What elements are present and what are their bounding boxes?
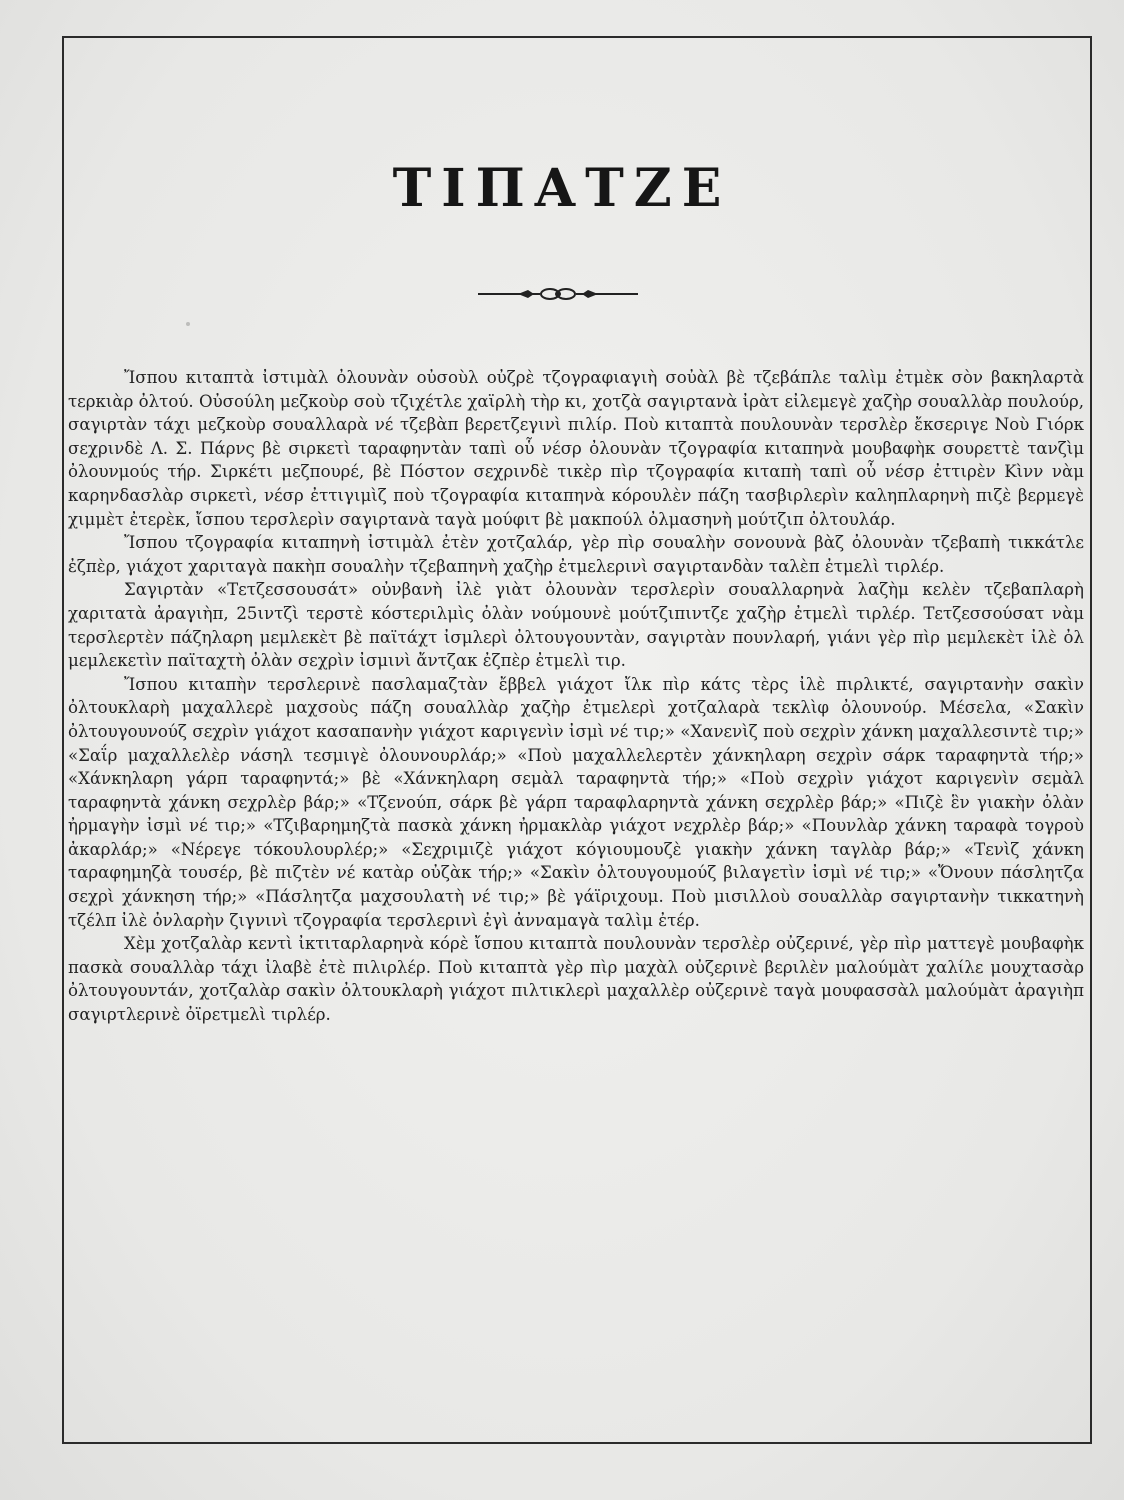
paragraph-4: Ἴσπου κιταπὴν τερσλερινὲ πασλαμαζτὰν ἔββελ γιάχοτ ἴλκ πὶρ κάτς τὲρς ἰλὲ πιρλικτέ, σαγιρτανὴν σακὶν ὀλτουκλαρὴ μαχαλλερὲ μαχσοὺς πάζη σουαλλὰρ χαζὴρ ἐτμελερὶ χοτζαλαρὰ τεκλὶφ ὀλουνούρ. Μέσελα, «Σακὶν ὀλτουγουνούζ σεχρὶν γιάχοτ κασαπανὴν γιάχοτ καριγενὶν ἰσμὶ νέ τιρ;» «Χανενὶζ ποὺ σεχρὶν χάνκη μαχαλλεσιντὲ τιρ;» «Σαΐρ μαχαλλελὲρ νάσηλ τεσμιγὲ ὀλουνουρλάρ;» «Ποὺ μαχαλλελερτὲν χάνκηλαρη σεχρὶν σάρκ ταραφηντὰ τήρ;» «Χάνκηλαρη γάρπ ταραφηντά;» βὲ «Χάνκηλαρη σεμὰλ ταραφηντὰ τήρ;» «Ποὺ σεχρὶν γιάχοτ καριγενὶν σεμὰλ ταραφηντὰ χάνκη σεχρλὲρ βάρ;» «Τζενούπ, σάρκ βὲ γάρπ ταραφλαρηντὰ χάνκη σεχρλὲρ βάρ;» «Πιζὲ ἓν γιακὴν ὀλὰν ἠρμαγὴν ἰσμὶ νέ τιρ;» «Τζιβαρημηζτὰ πασκὰ χάνκη ἠρμακλὰρ γιάχοτ νεχρλὲρ βάρ;» «Πουνλὰρ χάνκη ταραφὰ τογροὺ ἀκαρλάρ;» «Νέρεγε τόκουλουρλέρ;» «Σεχριμιζὲ γιάχοτ κόγιουμουζὲ γιακὴν χάνκη ταγλὰρ βάρ;» «Τενὶζ χάνκη ταραφημηζὰ τουσέρ, βὲ πιζτὲν νέ κατὰρ οὐζὰκ τήρ;» «Σακὶν ὀλτουγουμούζ βιλαγετὶν ἰσμὶ νέ τιρ;» «Ὄνουν πάσλητζα σεχρὶ χάνκηση τήρ;» «Πάσλητζα μαχσουλατὴ νέ τιρ;» βὲ γάϊριχουμ. Ποὺ μισιλλοὺ σουαλλὰρ σαγιρτανὴν τικκατηνὴ τζέλπ ἰλὲ ὀνλαρὴν ζιγνινὶ τζογραφία τερσλερινὶ ἐγὶ ἀνναμαγὰ ταλὶμ ἐτέρ. xyxy=(68,674,1084,930)
page-title: ΤΙΠΑΤΖΕ xyxy=(392,158,732,219)
paragraph-1: Ἴσπου κιταπτὰ ἰστιμὰλ ὀλουνὰν οὐσοὺλ οὐζρὲ τζογραφιαγιὴ σοὐὰλ βὲ τζεβάπλε ταλὶμ ἐτμὲκ σὸν βακηλαρτὰ τερκιὰρ ὀλτού. Οὐσούλη μεζκοὺρ σοὺ τζιχέτλε χαϊρλὴ τὴρ κι, χοτζὰ σαγιρτανὰ ἰρὰτ εἰλεμεγὲ χαζὴρ σουαλλὰρ πουλούρ, σαγιρτὰν τάχι μεζκοὺρ σουαλλαρὰ νέ τζεβὰπ βερετζεγινὶ πιλίρ. Ποὺ κιταπτὰ πουλουνὰν τερσλὲρ ἔκσεριγε Νοὺ Γιόρκ σεχρινδὲ Λ. Σ. Πάρνς βὲ σιρκετὶ ταραφηντὰν ταπὶ οὗ νέσρ ὀλουνὰν τζογραφία κιταπηνὰ μουβαφὴκ σουρεττὲ τανζὶμ ὀλουνμούς τήρ. Σιρκέτι μεζπουρέ, βὲ Πόστον σεχρινδὲ τικὲρ πὶρ τζογραφία κιταπὴ ταπὶ οὗ νέσρ ἐττιρὲν Κὶνν νὰμ καρηνδασλὰρ σιρκετὶ, νέσρ ἐττιγιμὶζ ποὺ τζογραφία κιταπηνὰ κόρουλὲν πάζη τασβιρλερὶν καληπλαρηνὴ πιζὲ βερμεγὲ χιμμὲτ ἐτερὲκ, ἴσπου τερσλερὶν σαγιρτανὰ ταγὰ μούφιτ βὲ μακπούλ ὀλμασηνὴ μούτζιπ ὀλτουλάρ. xyxy=(68,368,1084,529)
decorative-rule-icon xyxy=(478,284,638,304)
paragraph-5: Χὲμ χοτζαλὰρ κεντὶ ἰκτιταρλαρηνὰ κόρὲ ἴσπου κιταπτὰ πουλουνὰν τερσλὲρ οὐζερινέ, γὲρ πὶρ ματτεγὲ μουβαφὴκ πασκὰ σουαλλὰρ τάχι ἰλαβὲ ἐτὲ πιλιρλέρ. Ποὺ κιταπτὰ γὲρ πὶρ μαχὰλ οὐζερινὲ βεριλὲν μαλούμὰτ χαλίλε μουχτασὰρ ὀλτουγουντάν, χοτζαλὰρ σακὶν ὀλτουκλαρὴ γιάχοτ πιλτικλερὶ μαχαλλὲρ οὐζερινὲ ταγὰ μουφασσὰλ μαλούμὰτ ἀραγιὴπ σαγιρτλερινὲ ὀϊρετμελὶ τιρλέρ. xyxy=(68,934,1084,1025)
ink-speck xyxy=(186,322,190,326)
paragraph-3: Σαγιρτὰν «Τετζεσσουσάτ» οὐνβανὴ ἰλὲ γιὰτ ὀλουνὰν τερσλερὶν σουαλλαρηνὰ λαζὴμ κελὲν τζεβαπλαρὴ χαριτατὰ ἀραγιὴπ, 25ιντζὶ τερστὲ κόστεριλμὶς ὀλὰν νούμουνὲ μούτζιπιντζε χαζὴρ ἐτμελὶ τιρλέρ. Τετζεσσούσατ νὰμ τερσλερτὲν πάζηλαρη μεμλεκὲτ βὲ παϊτάχτ ἰσμλερὶ ὀλτουγουντὰν, σαγιρτὰν πουνλαρή, γιάνι γὲρ πὶρ μεμλεκὲτ ἰλὲ ὀλ μεμλεκετὶν παϊταχτὴ ὀλὰν σεχρὶν ἰσμινὶ ἄντζακ ἐζπὲρ ἐτμελὶ τιρ. xyxy=(68,580,1084,671)
paragraph-2: Ἴσπου τζογραφία κιταπηνὴ ἰστιμὰλ ἐτὲν χοτζαλάρ, γὲρ πὶρ σουαλὴν σονουνὰ βὰζ ὀλουνὰν τζεβαπὴ τικκάτλε ἐζπὲρ, γιάχοτ χαριταγὰ πακὴπ σουαλὴν τζεβαπηνὴ χαζὴρ ἐτμελερινὶ σαγιρτανδὰν ταλὲπ ἐτμελὶ τιρλέρ. xyxy=(68,533,1084,576)
body-text xyxy=(68,366,1084,1027)
